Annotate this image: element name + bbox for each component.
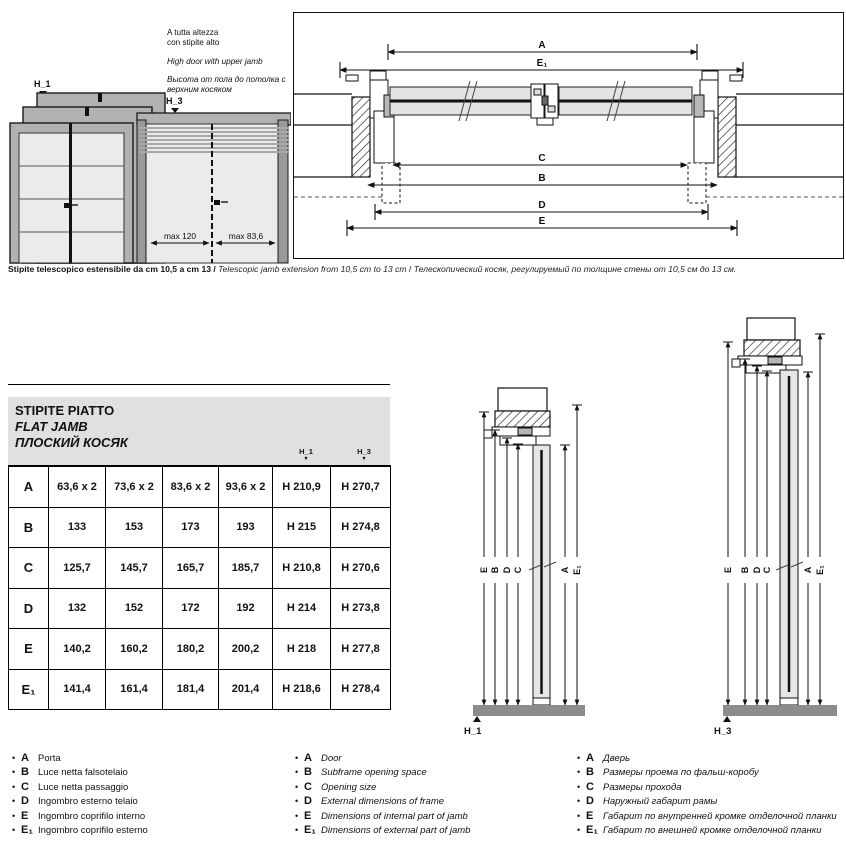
center-stile [69, 123, 72, 263]
dim-e1-label: E₁ [536, 58, 548, 69]
cell: H 218,6 [273, 669, 331, 710]
cell: 153 [106, 507, 163, 548]
dim-c-label: C [513, 566, 523, 574]
bullet-icon: • [577, 767, 581, 778]
bullet-icon: • [12, 781, 16, 792]
dim-b-label: B [490, 566, 500, 574]
legend-text: Ingombro coprifilo esterno [38, 824, 148, 836]
legend-text: Ingombro esterno telaio [38, 796, 138, 808]
cell: 193 [219, 507, 273, 548]
legend-item [12, 824, 148, 838]
legend-item [295, 795, 470, 809]
wall-hatch-right [718, 97, 736, 177]
wall-above [747, 318, 795, 340]
table-row [9, 548, 391, 589]
legend-text: External dimensions of frame [321, 796, 445, 808]
bullet-icon: • [295, 767, 299, 778]
legend-item [12, 781, 148, 795]
door-panel [776, 370, 803, 705]
cell: 125,7 [49, 548, 106, 589]
row-label: E [9, 629, 49, 670]
cell: H 278,4 [331, 669, 391, 710]
cell: 181,4 [163, 669, 219, 710]
h3-label: H_3 [166, 96, 183, 106]
bullet-icon: • [295, 781, 299, 792]
legend-text: Dimensions of external part of jamb [321, 824, 471, 836]
legend-item [577, 781, 837, 795]
bullet-icon: • [577, 753, 581, 763]
table-title-italian: STIPITE PIATTO [15, 403, 115, 418]
floor-bar [723, 705, 837, 716]
cell: H 270,6 [331, 548, 391, 589]
legend-key: A [304, 752, 312, 764]
legend-text: Opening size [321, 781, 377, 793]
vertical-section-h1 [450, 312, 650, 740]
up-arrow-icon [473, 716, 481, 722]
down-arrow-icon: ▼ [303, 456, 309, 462]
dimension-grid [8, 465, 391, 710]
legend-item [12, 795, 148, 809]
cell: 180,2 [163, 629, 219, 670]
legend-text: Наружный габарит рамы [603, 796, 718, 808]
dim-e-label: E [479, 566, 489, 574]
door-panel [529, 445, 556, 705]
max-left-label: max 120 [163, 231, 197, 241]
legend-key: E [304, 809, 312, 822]
legend-russian [577, 752, 837, 838]
legend-text: Размеры прохода [603, 781, 682, 793]
legend-key: D [586, 795, 594, 808]
cell: 161,4 [106, 669, 163, 710]
cell: 145,7 [106, 548, 163, 589]
cell: H 210,9 [273, 466, 331, 507]
bullet-icon: • [12, 753, 16, 763]
legend-text: Dimensions of internal part of jamb [321, 810, 468, 822]
legend-key: B [586, 766, 594, 779]
meeting-stiles [531, 84, 558, 125]
cell: 172 [163, 588, 219, 629]
cell: 192 [219, 588, 273, 629]
legend-key: E₁ [304, 823, 316, 836]
cell: H 214 [273, 588, 331, 629]
cell: H 218 [273, 629, 331, 670]
dim-e1-label: E₁ [815, 565, 825, 575]
dim-d-label: D [502, 566, 512, 574]
lintel-hatch [495, 411, 550, 427]
legend-key: C [21, 780, 29, 793]
dimension-labels [723, 557, 825, 583]
cell: H 277,8 [331, 629, 391, 670]
legend-item [577, 824, 837, 838]
cell: 201,4 [219, 669, 273, 710]
row-label: D [9, 588, 49, 629]
bullet-icon: • [295, 753, 299, 763]
legend-key: D [21, 795, 29, 808]
full-height-door [137, 113, 291, 263]
extension-stripes [139, 128, 289, 152]
cell: 185,7 [219, 548, 273, 589]
vertical-section-h3 [690, 312, 846, 740]
door-panels-plan [390, 81, 692, 125]
cell: 152 [106, 588, 163, 629]
legend-key: E₁ [21, 823, 33, 836]
dim-b-label: B [740, 566, 750, 574]
column-header-h1 [284, 447, 328, 462]
caption-separator: / [211, 264, 219, 274]
dimension-lines [723, 334, 825, 705]
down-arrow-icon [171, 108, 179, 113]
caption-it-line2: con stipite alto [167, 38, 220, 47]
h3-column-label: H_3 [357, 447, 371, 456]
spec-table [8, 384, 390, 710]
table-row [9, 466, 391, 507]
table-row [9, 588, 391, 629]
table-title-russian: ПЛОСКИЙ КОСЯК [15, 435, 128, 450]
caption-russian: Телескопический косяк, регулируемый по толщине стены от 10,5 см до 13 см. [413, 264, 737, 274]
h1-column-label: H_1 [299, 447, 313, 456]
legend-key: E [21, 809, 29, 822]
legend-key: C [586, 780, 594, 793]
bullet-icon: • [12, 796, 16, 807]
bullet-icon: • [577, 796, 581, 807]
cell: 160,2 [106, 629, 163, 670]
legend-key: E [586, 809, 594, 822]
bullet-icon: • [12, 767, 16, 778]
legend-item [12, 766, 148, 780]
legend-key: D [304, 795, 312, 808]
cell: H 215 [273, 507, 331, 548]
dim-b-label: B [538, 173, 546, 184]
dim-c-label: C [762, 566, 772, 574]
wall-hatch-left [352, 97, 370, 177]
row-label: B [9, 507, 49, 548]
cell: 73,6 x 2 [106, 466, 163, 507]
dim-d-label: D [538, 200, 546, 211]
caption-ru-line1: Высота от пола до потолка с [167, 75, 286, 84]
legend-key: B [21, 766, 29, 779]
illustration-caption [167, 28, 286, 94]
legend-item [577, 810, 837, 824]
cell: H 210,8 [273, 548, 331, 589]
legend-item [12, 810, 148, 824]
caption-separator: / [406, 264, 414, 274]
dim-e-label: E [538, 216, 546, 227]
dimension-lines [479, 405, 582, 705]
cell: 133 [49, 507, 106, 548]
caption-italian: Stipite telescopico estensibile da cm 10,5 a cm 13 [8, 264, 211, 274]
legend-item [295, 781, 470, 795]
bullet-icon: • [12, 810, 16, 821]
legend-item [295, 810, 470, 824]
legend-key: A [586, 752, 594, 764]
cell: 63,6 x 2 [49, 466, 106, 507]
door-handle-icon [64, 203, 69, 208]
dimension-labels [479, 557, 582, 583]
bullet-icon: • [12, 824, 16, 835]
bullet-icon: • [577, 810, 581, 821]
legend-item [295, 824, 470, 838]
table-title-english: FLAT JAMB [15, 419, 88, 434]
legend-item [295, 752, 470, 766]
legend-text: Габарит по внутренней кромке отделочной планки [603, 810, 837, 822]
legend-key: A [21, 752, 29, 764]
legend-text: Ingombro coprifilo interno [38, 810, 146, 822]
cell: H 274,8 [331, 507, 391, 548]
legend-text: Габарит по внешней кромке отделочной планки [603, 824, 822, 836]
cell: 200,2 [219, 629, 273, 670]
dim-a-label: A [803, 566, 813, 574]
h1-diagram-label: H_1 [464, 726, 482, 737]
h3-diagram-label: H_3 [714, 726, 732, 737]
plan-section-box [293, 12, 844, 259]
column-header-h3 [342, 447, 386, 462]
up-arrow-icon [723, 716, 731, 722]
legend-key: C [304, 780, 312, 793]
cell: 140,2 [49, 629, 106, 670]
dim-c-label: C [538, 153, 546, 164]
row-label: A [9, 466, 49, 507]
max-right-label: max 83,6 [228, 231, 264, 241]
floor-bar [473, 705, 585, 716]
table-row [9, 669, 391, 710]
cell: 165,7 [163, 548, 219, 589]
legend-key: E₁ [586, 823, 598, 836]
legend-english [295, 752, 470, 838]
legend-text: Luce netta falsotelaio [38, 767, 128, 779]
h1-label: H_1 [34, 79, 51, 89]
table-row [9, 507, 391, 548]
legend-italian [12, 752, 148, 838]
dimension-labels [534, 39, 551, 227]
row-label: E₁ [9, 669, 49, 710]
dim-e1-label: E₁ [572, 565, 582, 575]
cell: 141,4 [49, 669, 106, 710]
legend-text: Luce netta passaggio [38, 781, 129, 793]
legend-text: Door [321, 753, 342, 764]
cell: 83,6 x 2 [163, 466, 219, 507]
cell: H 273,8 [331, 588, 391, 629]
bullet-icon: • [295, 824, 299, 835]
bullet-icon: • [577, 824, 581, 835]
cell: H 270,7 [331, 466, 391, 507]
dim-d-label: D [752, 566, 762, 574]
legend-item [295, 766, 470, 780]
plan-section-drawing [294, 13, 843, 255]
door-illustration [5, 8, 291, 264]
dim-e-label: E [723, 566, 733, 574]
dim-a-label: A [538, 40, 546, 51]
legend-item [12, 752, 148, 766]
legend-text: Размеры проема по фальш-коробу [603, 767, 759, 779]
row-label: C [9, 548, 49, 589]
cell: 173 [163, 507, 219, 548]
wall-above [498, 388, 547, 411]
bullet-icon: • [295, 810, 299, 821]
table-header [8, 397, 390, 465]
caption-bar [8, 264, 842, 274]
bullet-icon: • [295, 796, 299, 807]
legend-text: Дверь [603, 753, 631, 764]
legend-key: B [304, 766, 312, 779]
legend-text: Subframe opening space [321, 767, 427, 779]
dim-a-label: A [560, 566, 570, 574]
bullet-icon: • [577, 781, 581, 792]
legend-item [577, 795, 837, 809]
cell: 93,6 x 2 [219, 466, 273, 507]
down-arrow-icon: ▼ [361, 456, 367, 462]
front-double-door [10, 123, 133, 263]
caption-it-line1: A tutta altezza [167, 28, 219, 37]
caption-en: High door with upper jamb [167, 57, 263, 66]
legend-item [577, 752, 837, 766]
cell: 132 [49, 588, 106, 629]
legend-text: Porta [38, 753, 61, 764]
legend-item [577, 766, 837, 780]
table-row [9, 629, 391, 670]
lintel-hatch [744, 340, 800, 356]
caption-english: Telescopic jamb extension from 10,5 cm to 13 cm [218, 264, 407, 274]
caption-ru-line2: верхним косяком [167, 85, 232, 94]
door-handle-icon [214, 200, 220, 205]
